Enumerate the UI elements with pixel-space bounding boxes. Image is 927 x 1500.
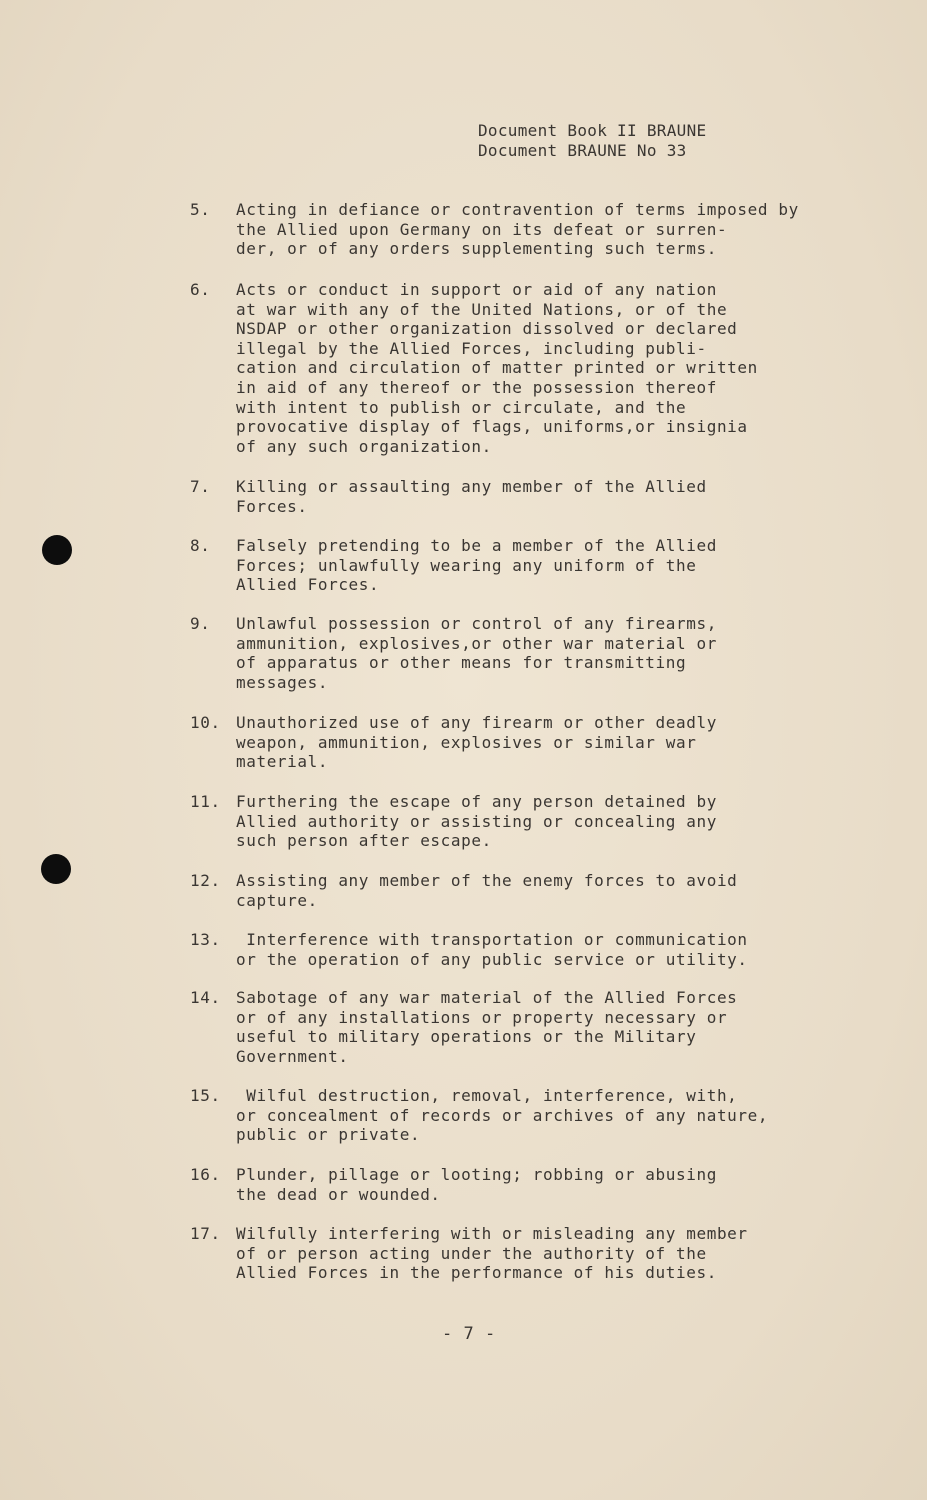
item-text-line: weapon, ammunition, explosives or similar war — [236, 732, 697, 752]
item-text-line: illegal by the Allied Forces, including publi- — [236, 338, 707, 358]
item-text-line: or the operation of any public service or utility. — [236, 949, 748, 969]
item-number: 12. — [190, 871, 221, 890]
item-text — [236, 871, 737, 910]
item-text — [236, 713, 717, 772]
item-number: 10. — [190, 713, 221, 732]
item-text-line: of apparatus or other means for transmitting — [236, 653, 687, 673]
item-text-line: Interference with transportation or communication — [236, 930, 748, 949]
item-number: 9. — [190, 614, 211, 633]
item-text-line: of any such organization. — [236, 436, 492, 456]
item-number: 17. — [190, 1224, 221, 1243]
item-text — [236, 477, 707, 516]
item-text-line: useful to military operations or the Military — [236, 1027, 697, 1047]
item-text-line: Acts or conduct in support or aid of any nation — [236, 280, 717, 299]
item-text-line: cation and circulation of matter printed or written — [236, 358, 758, 378]
item-text-line: Wilfully interfering with or misleading any member — [236, 1224, 748, 1243]
item-text — [236, 1224, 748, 1283]
item-text-line: Allied authority or assisting or concealing any — [236, 811, 717, 831]
item-text-line: provocative display of flags, uniforms,or insignia — [236, 417, 748, 437]
item-text-line: the Allied upon Germany on its defeat or surren- — [236, 219, 728, 239]
item-number: 7. — [190, 477, 211, 496]
item-number: 16. — [190, 1165, 221, 1184]
item-text-line: Killing or assaulting any member of the Allied — [236, 477, 707, 496]
item-text — [236, 200, 799, 259]
item-text-line: or of any installations or property necessary or — [236, 1007, 728, 1027]
item-text-line: Plunder, pillage or looting; robbing or abusing — [236, 1165, 717, 1184]
item-text-line: Acting in defiance or contravention of terms imposed by — [236, 200, 799, 219]
item-number: 11. — [190, 792, 221, 811]
item-text-line: Sabotage of any war material of the Allied Forces — [236, 988, 738, 1007]
item-text-line: the dead or wounded. — [236, 1184, 441, 1204]
item-text — [236, 988, 737, 1066]
item-text-line: Forces; unlawfully wearing any uniform of the — [236, 555, 697, 575]
item-text-line: or concealment of records or archives of any nature, — [236, 1105, 769, 1125]
document-header — [478, 121, 706, 161]
item-text — [236, 280, 758, 456]
header-line-book: Document Book II BRAUNE — [478, 121, 707, 140]
item-text-line: public or private. — [236, 1125, 421, 1145]
item-text-line: Furthering the escape of any person detained by — [236, 792, 717, 811]
item-text-line: such person after escape. — [236, 831, 492, 851]
item-text-line: NSDAP or other organization dissolved or declared — [236, 319, 738, 339]
item-text-line: material. — [236, 752, 329, 772]
item-text — [236, 792, 717, 851]
item-text-line: Unauthorized use of any firearm or other deadly — [236, 713, 717, 732]
item-text-line: capture. — [236, 890, 318, 910]
item-text — [236, 930, 748, 969]
item-text — [236, 614, 717, 692]
item-number: 14. — [190, 988, 221, 1007]
item-text-line: Falsely pretending to be a member of the Allied — [236, 536, 717, 555]
item-text-line: at war with any of the United Nations, or of the — [236, 299, 728, 319]
item-text-line: messages. — [236, 672, 329, 692]
item-number: 5. — [190, 200, 211, 219]
item-number: 15. — [190, 1086, 221, 1105]
item-text-line: in aid of any thereof or the possession thereof — [236, 377, 717, 397]
item-text-line: with intent to publish or circulate, and the — [236, 397, 687, 417]
item-text — [236, 1086, 768, 1145]
item-number: 6. — [190, 280, 211, 299]
item-text-line: of or person acting under the authority of the — [236, 1243, 707, 1263]
header-line-doc-number: Document BRAUNE No 33 — [478, 141, 687, 160]
item-text-line: ammunition, explosives,or other war material or — [236, 633, 717, 653]
item-number: 8. — [190, 536, 211, 555]
punch-hole-upper — [42, 535, 72, 565]
item-text-line: der, or of any orders supplementing such terms. — [236, 239, 717, 259]
item-text-line: Government. — [236, 1046, 349, 1066]
item-number: 13. — [190, 930, 221, 949]
item-text — [236, 1165, 717, 1204]
punch-hole-lower — [41, 854, 71, 884]
item-text-line: Allied Forces in the performance of his duties. — [236, 1263, 717, 1283]
item-text-line: Unlawful possession or control of any firearms, — [236, 614, 717, 633]
item-text — [236, 536, 717, 595]
item-text-line: Forces. — [236, 496, 308, 516]
page-number: - 7 - — [442, 1324, 496, 1344]
item-text-line: Wilful destruction, removal, interference, with, — [236, 1086, 738, 1105]
item-text-line: Assisting any member of the enemy forces to avoid — [236, 871, 738, 890]
item-text-line: Allied Forces. — [236, 575, 380, 595]
